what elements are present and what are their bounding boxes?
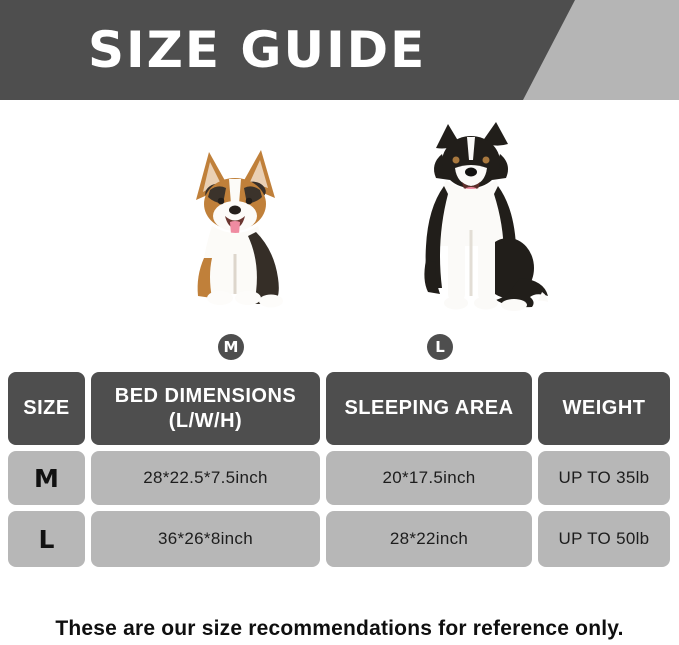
size-guide-banner <box>0 0 679 100</box>
col-header-weight <box>538 372 670 445</box>
row-l-bed-dimensions: 36*26*8inch <box>91 511 320 567</box>
col-header-sleeping-area-label: SLEEPING AREA <box>344 397 514 419</box>
size-guide-table <box>8 372 671 567</box>
row-l-size: L <box>8 511 85 567</box>
page-title: SIZE GUIDE <box>88 21 427 79</box>
col-header-weight-label: WEIGHT <box>562 397 646 419</box>
col-header-bed-dimensions-line1: BED DIMENSIONS <box>114 384 297 407</box>
col-header-bed-dimensions <box>91 372 320 445</box>
border-collie-dog-illustration <box>392 120 550 312</box>
row-m-sleeping-area: 20*17.5inch <box>326 451 532 505</box>
col-header-bed-dimensions-line2: (L/W/H) <box>168 409 243 432</box>
row-m-size: M <box>8 451 85 505</box>
corgi-dog-illustration <box>176 146 294 316</box>
row-l-weight: UP TO 50lb <box>538 511 670 567</box>
row-l-sleeping-area: 28*22inch <box>326 511 532 567</box>
col-header-sleeping-area <box>326 372 532 445</box>
size-badge-m: M <box>218 334 244 360</box>
col-header-size-label: SIZE <box>23 397 70 419</box>
reference-note: These are our size recommendations for reference only. <box>55 617 624 640</box>
row-m-weight: UP TO 35lb <box>538 451 670 505</box>
row-m-bed-dimensions: 28*22.5*7.5inch <box>91 451 320 505</box>
banner-diagonal-accent <box>523 0 679 100</box>
col-header-size <box>8 372 85 445</box>
dog-size-illustrations <box>0 100 679 372</box>
size-badge-l: L <box>427 334 453 360</box>
